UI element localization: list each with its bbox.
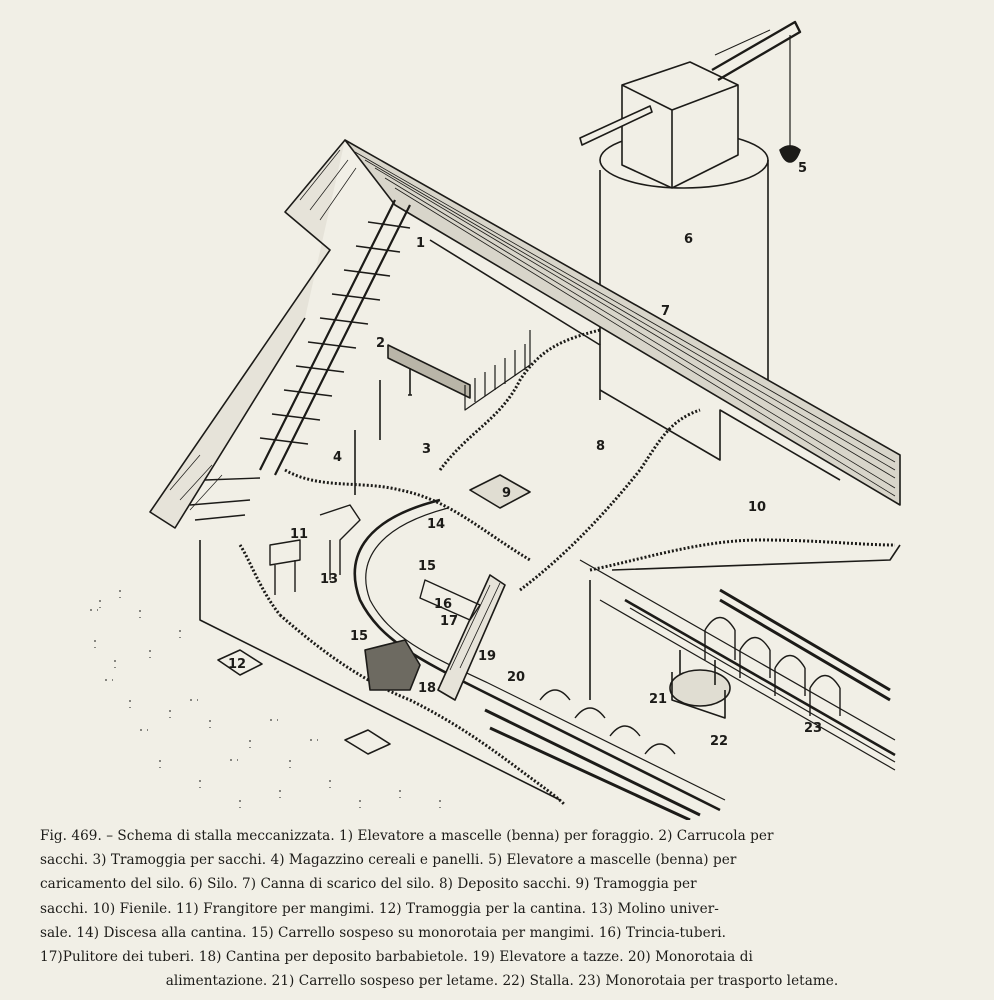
figure-caption xyxy=(40,824,964,993)
floor-hatch xyxy=(345,730,390,754)
label-16: 16 xyxy=(434,597,453,612)
label-15b: 15 xyxy=(350,629,369,644)
label-15a: 15 xyxy=(418,559,437,574)
label-18: 18 xyxy=(418,681,437,696)
caption-line: sacchi. 10) Fienile. 11) Frangitore per mangimi. 12) Tramoggia per la cantina. 13) Molino univer- xyxy=(40,900,719,917)
bucket-elevator xyxy=(438,575,505,700)
label-21: 21 xyxy=(649,692,668,707)
label-14: 14 xyxy=(427,517,446,532)
railing xyxy=(465,330,530,410)
feed-cart xyxy=(365,640,420,690)
caption-line: sacchi. 3) Tramoggia per sacchi. 4) Magazzino cereali e panelli. 5) Elevatore a mascelle (benna) per xyxy=(40,852,737,869)
hoist-beam xyxy=(388,345,470,398)
label-20: 20 xyxy=(507,670,526,685)
grass xyxy=(90,590,440,808)
caption-line: alimentazione. 21) Carrello sospeso per letame. 22) Stalla. 23) Monorotaia per trasporto letame. xyxy=(165,973,839,990)
caption-line: sale. 14) Discesa alla cantina. 15) Carrello sospeso su monorotaia per mangimi. 16) Trincia-tuberi. xyxy=(40,924,727,941)
label-7: 7 xyxy=(661,304,671,319)
label-23: 23 xyxy=(804,721,823,736)
label-2: 2 xyxy=(376,336,386,351)
label-3: 3 xyxy=(422,442,432,457)
label-4: 4 xyxy=(333,450,343,465)
label-6: 6 xyxy=(684,232,694,247)
label-17: 17 xyxy=(440,614,459,629)
roof xyxy=(150,140,900,528)
label-19: 19 xyxy=(478,649,497,664)
roof-truss xyxy=(190,200,410,520)
label-5: 5 xyxy=(798,161,808,176)
caption-line: Fig. 469. – Schema di stalla meccanizzata. 1) Elevatore a mascelle (benna) per foraggio. 2) Carrucola per xyxy=(40,828,774,844)
label-22: 22 xyxy=(710,734,729,749)
label-12: 12 xyxy=(228,657,247,672)
building-walls xyxy=(200,240,900,805)
caption-line: caricamento del silo. 6) Silo. 7) Canna di scarico del silo. 8) Deposito sacchi. 9) Tramoggia per xyxy=(40,876,697,893)
label-9: 9 xyxy=(502,486,512,501)
hopper-hatch-9 xyxy=(470,475,530,508)
label-1: 1 xyxy=(416,236,426,251)
label-11: 11 xyxy=(290,527,309,542)
label-10: 10 xyxy=(748,500,767,515)
label-13: 13 xyxy=(320,572,339,587)
label-8: 8 xyxy=(596,439,606,454)
caption-line: 17)Pulitore dei tuberi. 18) Cantina per deposito barbabietole. 19) Elevatore a tazze. 20) Monorotaia di xyxy=(40,949,753,966)
